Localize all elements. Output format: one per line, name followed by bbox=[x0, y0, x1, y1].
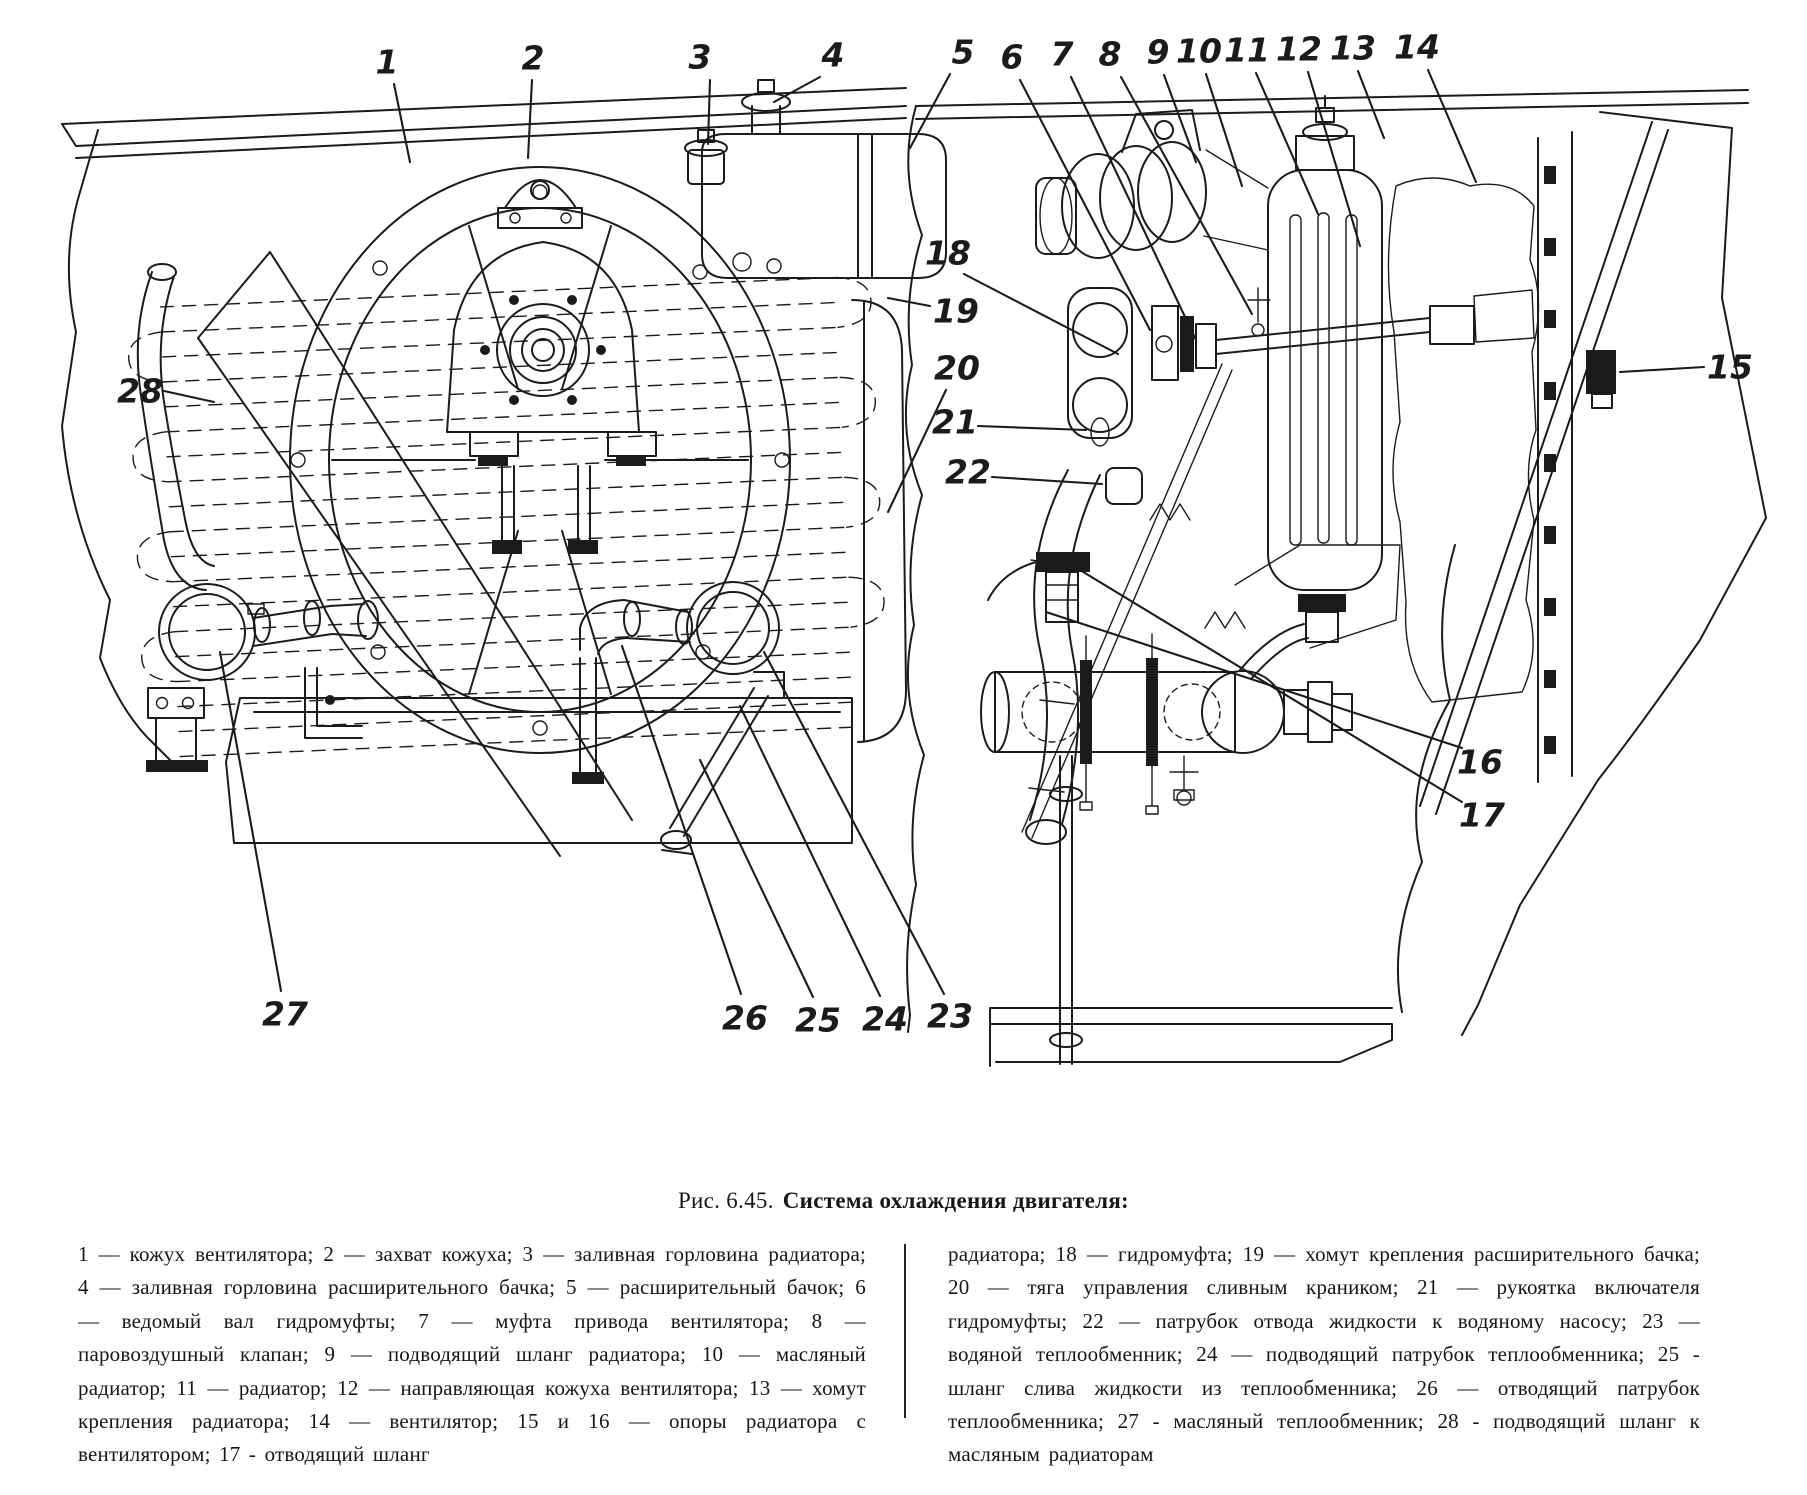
callout-5: 5 bbox=[951, 32, 975, 72]
oil-heat-exchanger bbox=[159, 584, 378, 680]
callout-leader-10 bbox=[1206, 74, 1242, 186]
callout-leader-13 bbox=[1358, 71, 1384, 138]
callout-10: 10 bbox=[1176, 31, 1222, 71]
callout-1: 1 bbox=[375, 42, 399, 82]
callout-28: 28 bbox=[117, 371, 163, 411]
callout-12: 12 bbox=[1276, 29, 1322, 69]
fluid-coupling bbox=[1068, 288, 1270, 438]
engine-contour bbox=[1388, 178, 1538, 702]
callout-4: 4 bbox=[821, 35, 845, 75]
callout-leader-22 bbox=[992, 477, 1102, 484]
callout-leader-17 bbox=[1080, 570, 1462, 802]
figure-caption bbox=[0, 1188, 1807, 1214]
drain-hose bbox=[661, 672, 784, 854]
callout-15: 15 bbox=[1707, 347, 1753, 387]
callout-leader-7 bbox=[1071, 77, 1196, 340]
callout-26: 26 bbox=[722, 998, 768, 1038]
callout-9: 9 bbox=[1146, 32, 1170, 72]
callout-layer bbox=[117, 28, 1753, 1040]
callout-leader-15 bbox=[1620, 367, 1704, 372]
callout-27: 27 bbox=[262, 994, 308, 1034]
callout-23: 23 bbox=[927, 996, 973, 1036]
radiator-filler-neck bbox=[685, 130, 727, 184]
support-frame bbox=[1420, 112, 1766, 1035]
callout-6: 6 bbox=[1000, 37, 1024, 77]
expansion-tank-clamp bbox=[858, 134, 872, 278]
callout-2: 2 bbox=[521, 38, 545, 78]
outlet-elbow bbox=[988, 552, 1090, 622]
callout-3: 3 bbox=[688, 37, 712, 77]
callout-leader-24 bbox=[740, 706, 880, 996]
callout-13: 13 bbox=[1330, 28, 1376, 68]
outlet-hose-clamp bbox=[580, 582, 779, 674]
hub-mount bbox=[447, 242, 656, 554]
figure-legend bbox=[78, 1238, 1700, 1472]
callout-leader-25 bbox=[700, 760, 813, 997]
figure-title: Система охлаждения двигателя: bbox=[782, 1188, 1130, 1213]
callout-leader-1 bbox=[394, 84, 410, 162]
callout-leader-5 bbox=[910, 74, 950, 148]
callout-11: 11 bbox=[1224, 30, 1270, 70]
callout-leader-16 bbox=[1046, 612, 1462, 748]
callout-leader-9 bbox=[1164, 75, 1196, 162]
callout-14: 14 bbox=[1394, 27, 1440, 67]
callout-18: 18 bbox=[925, 233, 971, 273]
figure-number: Рис. 6.45. bbox=[677, 1188, 774, 1213]
fan-spokes bbox=[332, 226, 748, 694]
outlet-pipe-22 bbox=[1106, 468, 1142, 504]
oil-radiator-hose bbox=[138, 264, 214, 590]
right-view bbox=[906, 90, 1766, 1066]
callout-leader-11 bbox=[1256, 73, 1318, 214]
callout-17: 17 bbox=[1459, 795, 1505, 835]
callout-16: 16 bbox=[1457, 742, 1503, 782]
shroud-guide-plate bbox=[198, 252, 632, 856]
radiator-fan-core bbox=[1538, 132, 1572, 782]
callout-leader-6 bbox=[1020, 80, 1150, 330]
drain-control-rod bbox=[1022, 364, 1232, 838]
callout-22: 22 bbox=[945, 452, 991, 492]
support-fitting bbox=[1586, 350, 1616, 408]
torn-edge-left bbox=[62, 130, 174, 764]
drain-pipe bbox=[1050, 756, 1082, 1064]
callout-24: 24 bbox=[862, 999, 908, 1039]
callout-leader-28 bbox=[164, 391, 214, 402]
gasket-zigzag bbox=[1150, 504, 1245, 628]
torn-edge-middle bbox=[906, 106, 924, 1032]
callout-20: 20 bbox=[934, 348, 980, 388]
radiator-core-hatch bbox=[127, 276, 890, 758]
callout-leader-4 bbox=[774, 77, 820, 102]
legend-left-column: 1 — кожух вентилятора; 2 — захват кожуха; 3 — заливная горловина радиатора; 4 — заливная горловина расширительного бачка; 5 — расширительный бачок; 6 — ведомый вал гидромуфты; 7 — муфта привода вентилятора; 8 — паровоздушный клапан; 9 — подводящий шланг радиатора; 10 — масляный радиатор; 11 — радиатор; 12 — направляющая кожуха вентилятора; 13 — хомут крепления радиатора; 14 — вентилятор; 15 и 16 — опоры радиатора с вентилятором; 17 - отводящий шланг bbox=[78, 1242, 866, 1467]
water-heat-exchanger bbox=[981, 624, 1352, 814]
callout-leader-18 bbox=[964, 274, 1118, 354]
callout-8: 8 bbox=[1098, 34, 1122, 74]
callout-leader-2 bbox=[528, 80, 532, 158]
shroud-grab bbox=[498, 180, 582, 228]
callout-leader-14 bbox=[1428, 70, 1476, 182]
legend-right-column: радиатора; 18 — гидромуфта; 19 — хомут крепления расширительного бачка; 20 — тяга управления сливным краником; 21 — рукоятка включателя гидромуфты; 22 — патрубок отвода жидкости к водяному насосу; 23 — водяной теплообменник; 24 — подводящий патрубок теплообменника; 25 - шланг слива жидкости из теплообменника; 26 — отводящий патрубок теплообменника; 27 - масляный теплообменник; 28 - подводящий шланг к масляным радиаторам bbox=[948, 1242, 1700, 1467]
callout-19: 19 bbox=[933, 291, 979, 331]
legend-divider bbox=[904, 1244, 906, 1418]
callout-leader-3 bbox=[708, 80, 710, 144]
callout-7: 7 bbox=[1050, 34, 1074, 74]
radiator-side-tank bbox=[852, 300, 906, 742]
bottom-pan bbox=[146, 658, 852, 843]
left-view bbox=[62, 80, 946, 856]
oil-radiator-tank bbox=[1268, 96, 1382, 642]
callout-25: 25 bbox=[795, 1000, 841, 1040]
callout-21: 21 bbox=[932, 402, 978, 442]
